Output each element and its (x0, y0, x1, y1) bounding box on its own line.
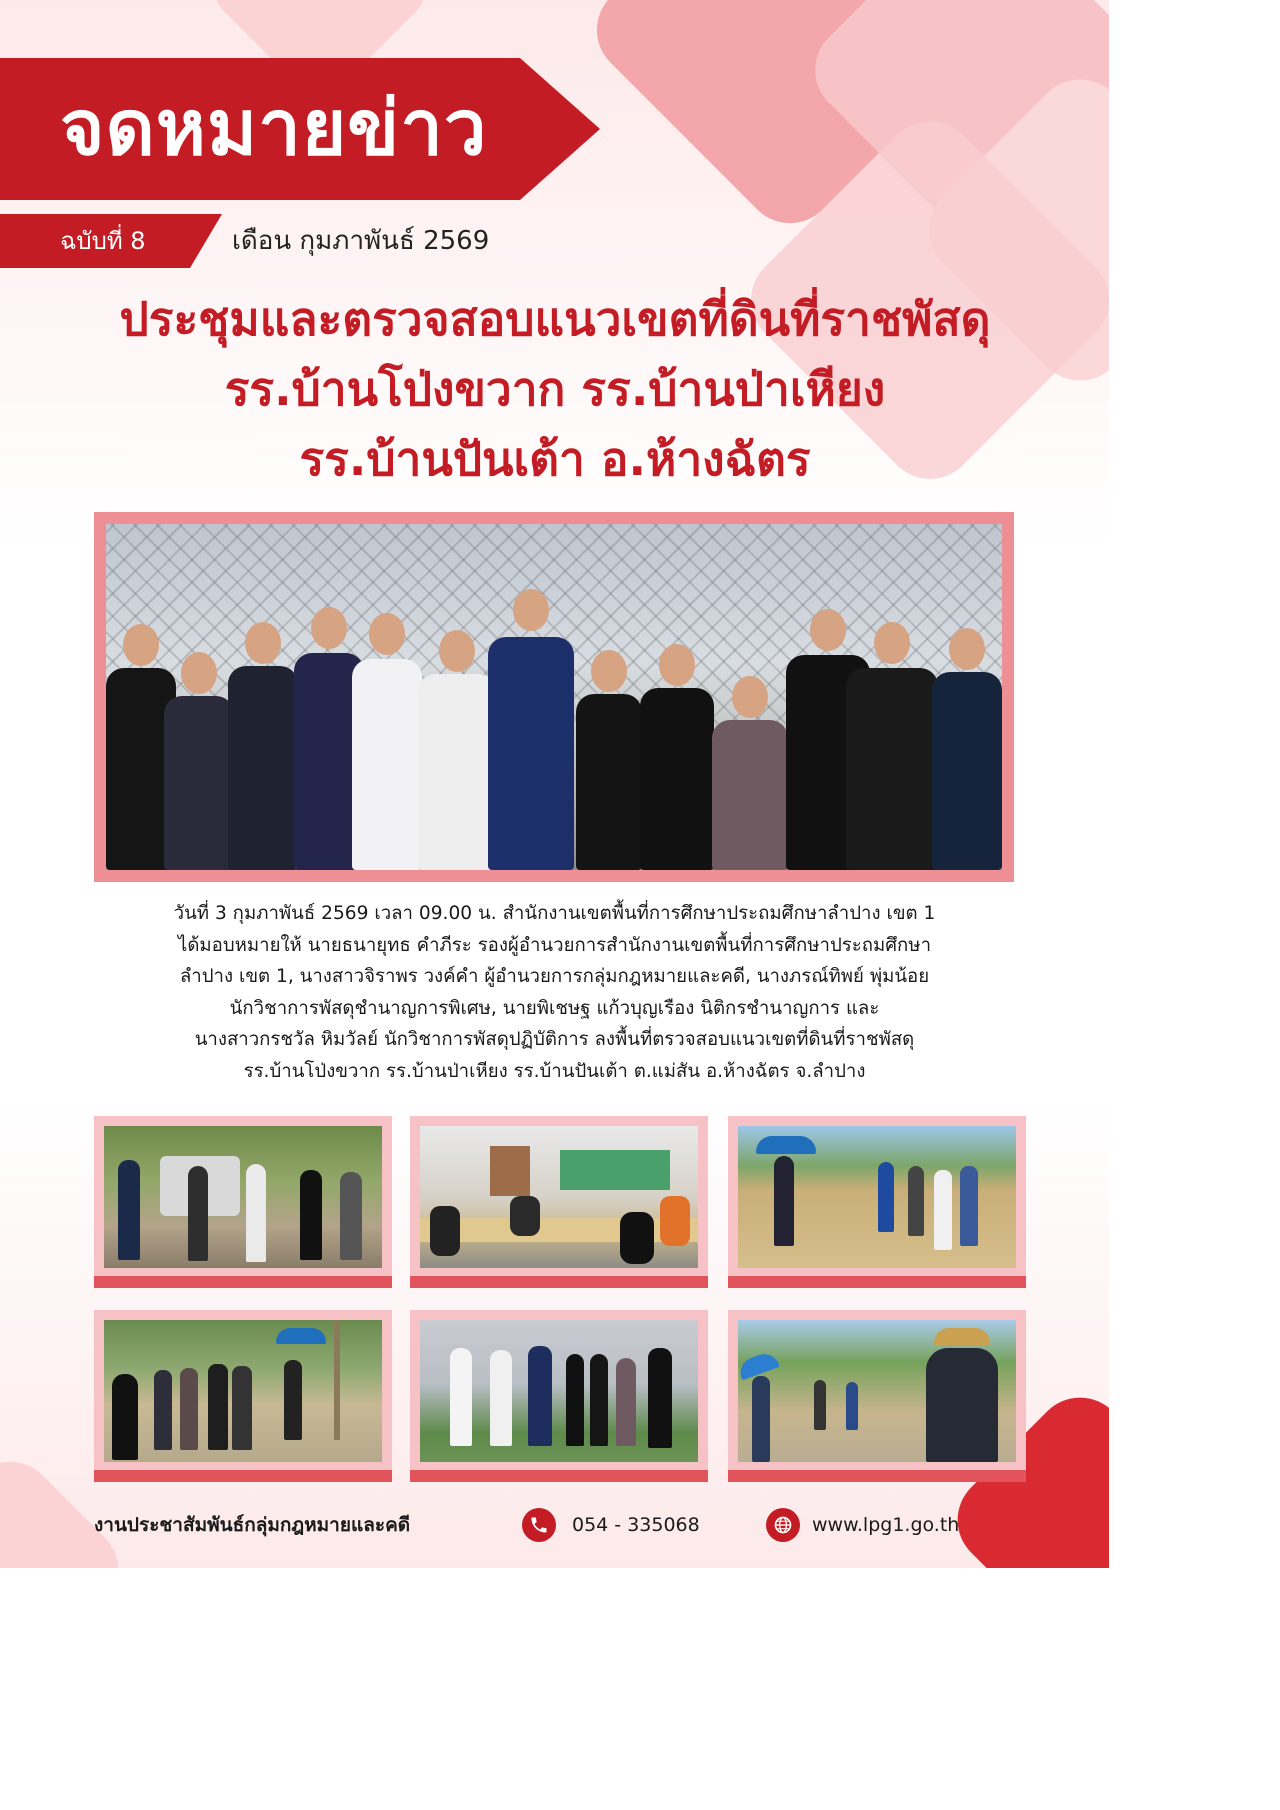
thumbnail-strip (410, 1276, 708, 1288)
thumbnail-photo-1 (94, 1116, 392, 1288)
group-photo-image (106, 524, 1002, 870)
thumbnail-photo-4 (94, 1310, 392, 1482)
person-figure (712, 592, 788, 870)
paragraph-line: นักวิชาการพัสดุชำนาญการพิเศษ, นายพิเชษฐ แก้วบุญเรือง นิติกรชำนาญการ และ (229, 997, 880, 1019)
footer-department: งานประชาสัมพันธ์กลุ่มกฎหมายและคดี (94, 1514, 411, 1536)
person-figure (932, 570, 1002, 870)
globe-icon (766, 1508, 800, 1542)
person-figure (846, 570, 938, 870)
phone-icon (522, 1508, 556, 1542)
footer-website[interactable]: www.lpg1.go.th (812, 1514, 960, 1536)
thumbnail-photo-5 (410, 1310, 708, 1482)
thumbnail-strip (728, 1276, 1026, 1288)
newsletter-title: จดหมายข่าว (60, 83, 488, 172)
thumbnail-photo-3 (728, 1116, 1026, 1288)
paragraph-line: รร.บ้านโป่งขวาก รร.บ้านป่าเหียง รร.บ้านปันเต้า ต.แม่สัน อ.ห้างฉัตร จ.ลำปาง (243, 1060, 866, 1082)
headline (40, 284, 1070, 494)
thumbnail-photo-2 (410, 1116, 708, 1288)
paragraph-line: นางสาวกรชวัล หิมวัลย์ นักวิชาการพัสดุปฏิบัติการ ลงพื้นที่ตรวจสอบแนวเขตที่ดินที่ราชพัสดุ (194, 1029, 915, 1050)
thumbnail-image (104, 1320, 382, 1462)
thumbnail-strip (410, 1470, 708, 1482)
paragraph-line: วันที่ 3 กุมภาพันธ์ 2569 เวลา 09.00 น. สำนักงานเขตพื้นที่การศึกษาประถมศึกษาลำปาง เขต 1 (173, 903, 936, 924)
person-figure (418, 570, 496, 870)
person-figure (164, 590, 234, 870)
headline-line-2: รร.บ้านโป่งขวาก รร.บ้านป่าเหียง (224, 362, 886, 416)
news-paragraph (52, 898, 1057, 1087)
headline-line-1: ประชุมและตรวจสอบแนวเขตที่ดินที่ราชพัสดุ (119, 292, 991, 346)
thumbnail-image (104, 1126, 382, 1268)
thumbnail-strip (94, 1470, 392, 1482)
issue-number: ฉบับที่ 8 (60, 227, 146, 255)
person-figure (228, 570, 298, 870)
paragraph-line: ได้มอบหมายให้ นายธนายุทธ คำภีระ รองผู้อำนวยการสำนักงานเขตพื้นที่การศึกษาประถมศึกษา (177, 934, 932, 956)
person-figure (488, 555, 574, 870)
thumbnail-image (738, 1126, 1016, 1268)
person-figure (576, 580, 642, 870)
thumbnail-photo-6 (728, 1310, 1026, 1482)
thumbnail-image (738, 1320, 1016, 1462)
person-figure (640, 580, 714, 870)
thumbnail-image (420, 1126, 698, 1268)
main-group-photo (94, 512, 1014, 882)
person-figure (352, 565, 422, 870)
footer-phone: 054 - 335068 (572, 1514, 700, 1536)
thumbnail-strip (728, 1470, 1026, 1482)
thumbnail-image (420, 1320, 698, 1462)
thumbnail-strip (94, 1276, 392, 1288)
headline-line-3: รร.บ้านปันเต้า อ.ห้างฉัตร (299, 432, 811, 486)
issue-month: เดือน กุมภาพันธ์ 2569 (232, 226, 490, 256)
paragraph-line: ลำปาง เขต 1, นางสาวจิราพร วงค์คำ ผู้อำนวยการกลุ่มกฎหมายและคดี, นางภรณ์ทิพย์ พุ่มน้อย (179, 966, 930, 987)
